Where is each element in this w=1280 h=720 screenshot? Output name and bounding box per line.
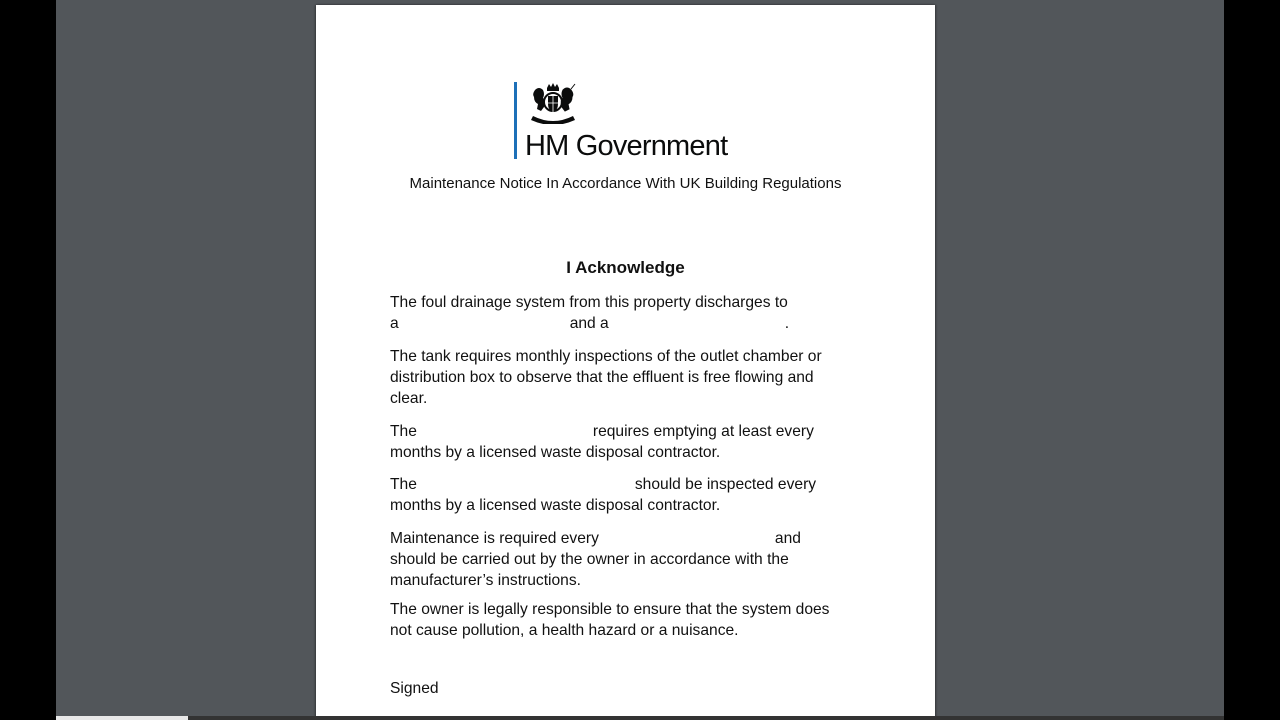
video-progress-fill bbox=[56, 716, 188, 720]
paragraph-line: clear. bbox=[390, 390, 428, 407]
paragraph-line bbox=[390, 313, 870, 334]
text-a: a bbox=[390, 315, 399, 332]
paragraph-line: The owner is legally responsible to ensure that the system does bbox=[390, 601, 830, 618]
signed-label: Signed bbox=[390, 680, 439, 697]
paragraph-line: months by a licensed waste disposal contractor. bbox=[390, 497, 721, 514]
text-rest: requires emptying at least every bbox=[592, 423, 814, 440]
text-rest: should be inspected every bbox=[634, 476, 817, 493]
paragraph-emptying bbox=[390, 421, 870, 463]
paragraph-owner-responsibility bbox=[390, 599, 870, 641]
document-subtitle: Maintenance Notice In Accordance With UK Building Regulations bbox=[409, 175, 842, 192]
video-progress-bar[interactable] bbox=[56, 716, 1224, 720]
paragraph-line: The tank requires monthly inspections of the outlet chamber or bbox=[390, 348, 822, 365]
paragraph-line bbox=[390, 421, 870, 442]
text-the: The bbox=[390, 476, 417, 493]
text-period: . bbox=[784, 315, 790, 332]
paragraph-inspections bbox=[390, 346, 870, 409]
paragraph-discharge bbox=[390, 292, 870, 334]
text-start: Maintenance is required every bbox=[390, 530, 599, 547]
paragraph-maintenance bbox=[390, 528, 870, 591]
document-heading: I Acknowledge bbox=[566, 258, 685, 277]
text-and-a: and a bbox=[569, 315, 609, 332]
paragraph-line: not cause pollution, a health hazard or a nuisance. bbox=[390, 622, 739, 639]
text-the: The bbox=[390, 423, 417, 440]
paragraph-line bbox=[390, 474, 870, 495]
paragraph-line bbox=[390, 528, 870, 549]
royal-coat-of-arms-icon bbox=[527, 82, 579, 124]
paragraph-line: The foul drainage system from this property discharges to bbox=[390, 294, 788, 311]
text-and: and bbox=[774, 530, 801, 547]
logo-accent-bar bbox=[514, 82, 517, 159]
paragraph-line: should be carried out by the owner in accordance with the bbox=[390, 551, 789, 568]
paragraph-line: manufacturer’s instructions. bbox=[390, 572, 581, 589]
paragraph-line: months by a licensed waste disposal contractor. bbox=[390, 444, 721, 461]
paragraph-line: distribution box to observe that the effluent is free flowing and bbox=[390, 369, 814, 386]
logo-wordmark: HM Government bbox=[525, 130, 728, 162]
paragraph-inspected bbox=[390, 474, 870, 516]
hm-government-logo bbox=[514, 82, 754, 160]
